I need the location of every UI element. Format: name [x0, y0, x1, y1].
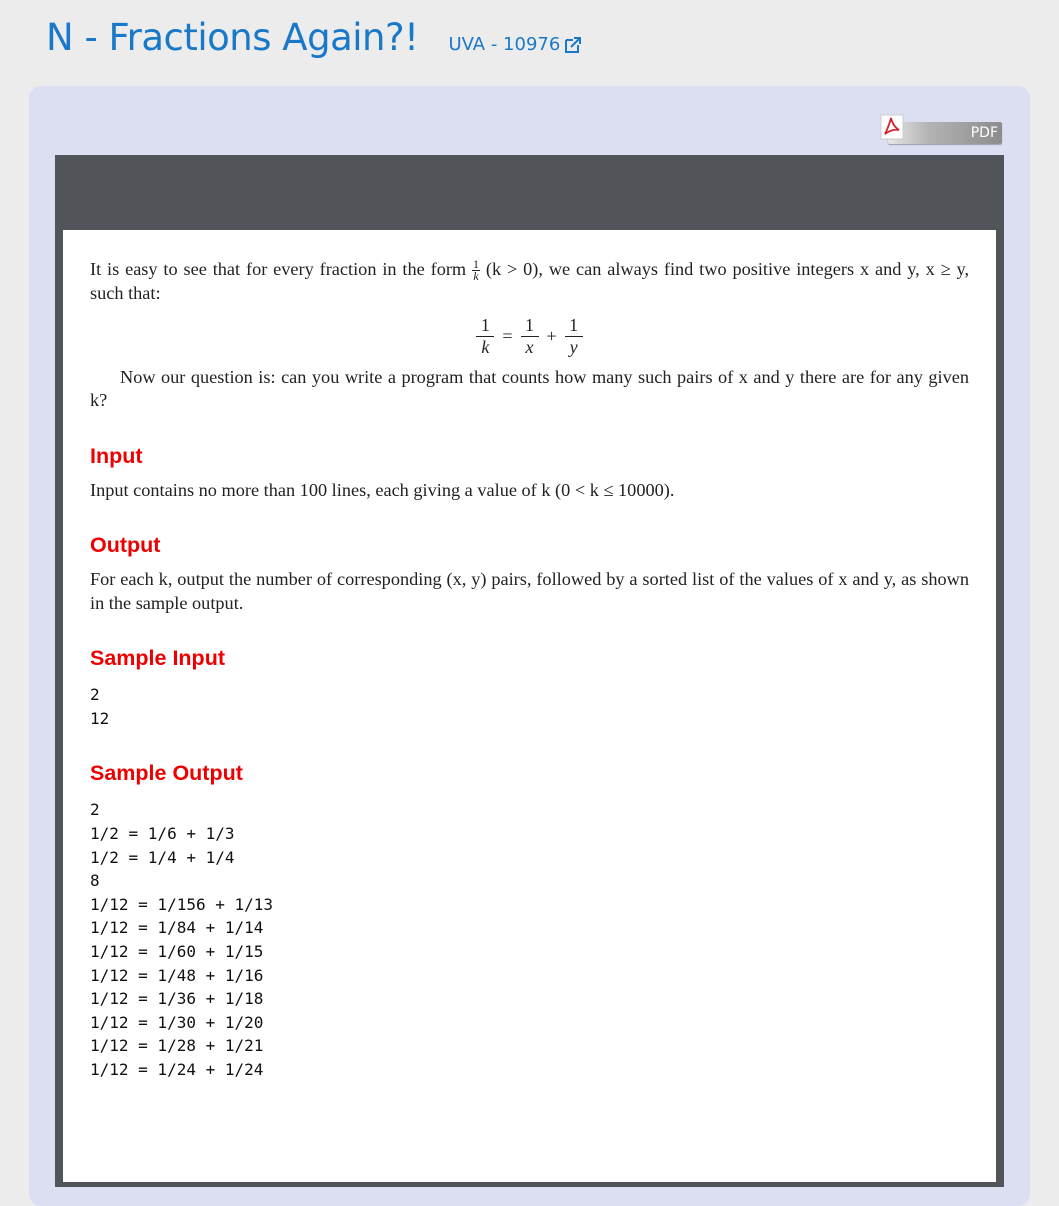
sample-output-block — [90, 798, 969, 1081]
eq-plus: + — [546, 326, 557, 347]
inline-fraction: $\frac{1}{k}$ — [473, 257, 480, 284]
sample-input-block — [90, 683, 969, 730]
display-equation — [90, 312, 969, 362]
pdf-bar — [888, 122, 1002, 144]
input-heading: Input — [90, 443, 143, 468]
output-text: For each k, output the number of corresponding (x, y) pairs, followed by a sorted list of the values of x and y, as shown in the sample output. — [90, 569, 969, 613]
sample-output-line: 1/12 = 1/30 + 1/20 — [90, 1012, 264, 1032]
sample-output-line: 2 — [90, 800, 100, 820]
eq-lhs-fraction: $\frac{1}{k}$ — [476, 315, 494, 358]
sample-output-line: 1/2 = 1/4 + 1/4 — [90, 847, 235, 867]
eq-equals: = — [502, 326, 513, 347]
sample-output-line: 1/2 = 1/6 + 1/3 — [90, 824, 235, 844]
intro-text-3: x and y, x ≥ y, such that: — [90, 259, 970, 304]
eq-mid-fraction: $\frac{1}{x}$ — [521, 315, 539, 358]
sample-output-line: 1/12 = 1/156 + 1/13 — [90, 894, 274, 914]
eq-rhs-fraction: $\frac{1}{y}$ — [565, 315, 583, 358]
page-title: N - Fractions Again?! — [46, 16, 419, 59]
external-link-icon — [563, 35, 583, 55]
intro-text-2: (k > 0), we can always find two positive integers — [485, 259, 855, 279]
sample-output-line: 1/12 = 1/84 + 1/14 — [90, 918, 264, 938]
question-paragraph: Now our question is: can you write a program that counts how many such pairs of x and y there are for any given k? — [90, 366, 969, 411]
acrobat-pdf-icon — [880, 114, 904, 140]
output-heading: Output — [90, 533, 161, 558]
sample-output-line: 1/12 = 1/60 + 1/15 — [90, 942, 264, 962]
pdf-button[interactable] — [878, 114, 1004, 146]
sample-output-line: 1/12 = 1/24 + 1/24 — [90, 1060, 264, 1080]
sample-output-heading: Sample Output — [90, 761, 243, 786]
pdf-page — [63, 230, 996, 1182]
input-text: Input contains no more than 100 lines, each giving a value of k (0 < k ≤ 10000). — [90, 479, 675, 500]
intro-text-1: It is easy to see that for every fraction in the form — [90, 259, 467, 279]
sample-output-line: 1/12 = 1/48 + 1/16 — [90, 965, 264, 985]
pdf-label: PDF — [970, 125, 998, 141]
intro-paragraph — [90, 258, 969, 306]
source-link[interactable] — [448, 34, 583, 55]
sample-output-line: 8 — [90, 871, 100, 891]
source-link-label: UVA - 10976 — [448, 34, 561, 55]
sample-input-heading: Sample Input — [90, 646, 225, 671]
sample-output-line: 1/12 = 1/28 + 1/21 — [90, 1036, 264, 1056]
title-row — [46, 16, 583, 72]
sample-input-line: 2 — [90, 685, 100, 705]
sample-output-line: 1/12 = 1/36 + 1/18 — [90, 989, 264, 1009]
sample-input-line: 12 — [90, 708, 110, 728]
